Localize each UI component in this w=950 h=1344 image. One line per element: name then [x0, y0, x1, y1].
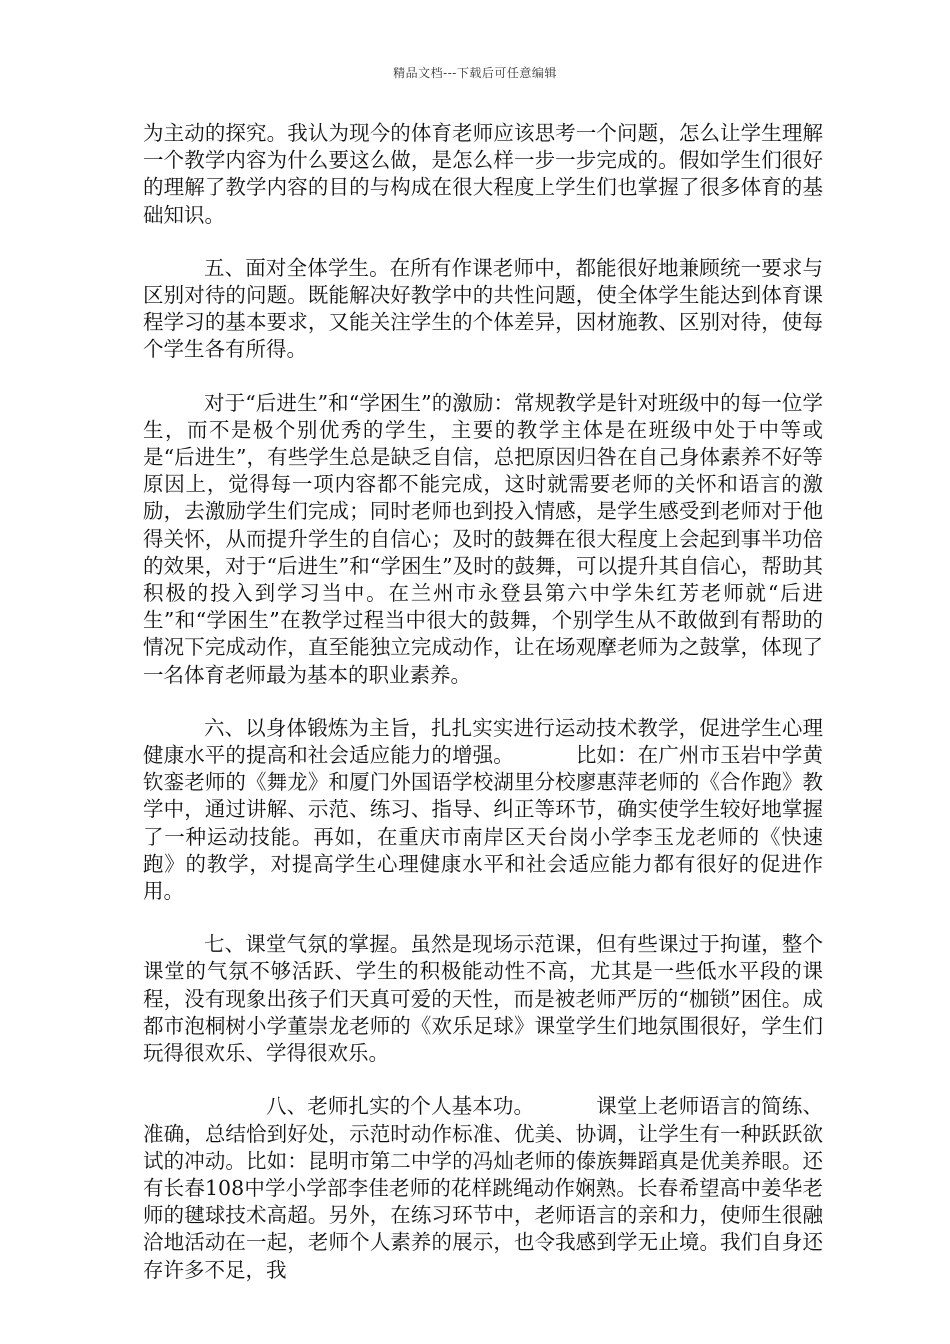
section-8-heading: 八、老师扎实的个人基本功。 [266, 1094, 535, 1119]
paragraph-section-7: 七、课堂气氛的掌握。虽然是现场示范课，但有些课过于拘谨，整个课堂的气氛不够活跃、学生的积极能动性不高，尤其是一些低水平段的课程，没有现象出孩子们天真可爱的天性，而是被老师严厉的“枷锁”困住。成都市泡桐树小学董崇龙老师的《欢乐足球》课堂学生们地氛围很好，学生们玩得很欢乐、学得很欢乐。 [143, 932, 823, 1066]
paragraph-intro: 为主动的探究。我认为现今的体育老师应该思考一个问题，怎么让学生理解一个教学内容为什么要这么做，是怎么样一步一步完成的。假如学生们很好的理解了教学内容的目的与构成在很大程度上学生们也掌握了很多体育的基础知识。 [143, 121, 823, 227]
section-6-heading: 六、以身体锻炼为主旨，扎扎实实进行运动技术教学，促进学生心理健康水平的提高和社会适应能力的增强。 [143, 715, 823, 768]
paragraph-section-6 [143, 715, 823, 905]
page-header: 精品文档---下载后可任意编辑 [393, 66, 557, 80]
document-body [143, 120, 823, 1310]
section-6-body: 比如：在广州市玉岩中学黄钦銮老师的《舞龙》和厦门外国语学校湖里分校廖惠萍老师的《合作跑》教学中，通过讲解、示范、练习、指导、纠正等环节，确实使学生较好地掌握了一种运动技能。再如，在重庆市南岸区天台岗小学李玉龙老师的《快速跑》的教学，对提高学生心理健康水平和社会适应能力都有很好的促进作用。 [143, 743, 824, 904]
section-8-body: 课堂上老师语言的简练、准确，总结恰到好处，示范时动作标准、优美、协调，让学生有一种跃跃欲试的冲动。比如：昆明市第二中学的冯灿老师的傣族舞蹈真是优美养眼。还有长春108中学小学部李佳老师的花样跳绳动作娴熟。长春希望高中姜华老师的毽球技术高超。另外，在练习环节中，老师语言的亲和力，使师生很融洽地活动在一起，老师个人素养的展示，也令我感到学无止境。我们自身还存许多不足，我 [143, 1094, 823, 1282]
paragraph-section-8 [143, 1093, 823, 1283]
paragraph-section-5: 五、面对全体学生。在所有作课老师中，都能很好地兼顾统一要求与区别对待的问题。既能解决好教学中的共性问题，使全体学生能达到体育课程学习的基本要求，又能关注学生的个体差异，因材施教、区别对待，使每个学生各有所得。 [143, 255, 823, 362]
paragraph-encouragement: 对于“后进生”和“学困生”的激励：常规教学是针对班级中的每一位学生，而不是极个别优秀的学生，主要的教学主体是在班级中处于中等或是“后进生”，有些学生总是缺乏自信，总把原因归咎在自己身体素养不好等原因上，觉得每一项内容都不能完成，这时就需要老师的关怀和语言的激励，去激励学生们完成；同时老师也到投入情感，是学生感受到老师对于他得关怀，从而提升学生的自信心；及时的鼓舞在很大程度上会起到事半功倍的效果，对于“后进生”和“学困生”及时的鼓舞，可以提升其自信心，帮助其积极的投入到学习当中。在兰州市永登县第六中学朱红芳老师就“后进生”和“学困生”在教学过程当中很大的鼓舞，个别学生从不敢做到有帮助的情况下完成动作，直至能独立完成动作，让在场观摩老师为之鼓掌，体现了一名体育老师最为基本的职业素养。 [143, 390, 823, 687]
